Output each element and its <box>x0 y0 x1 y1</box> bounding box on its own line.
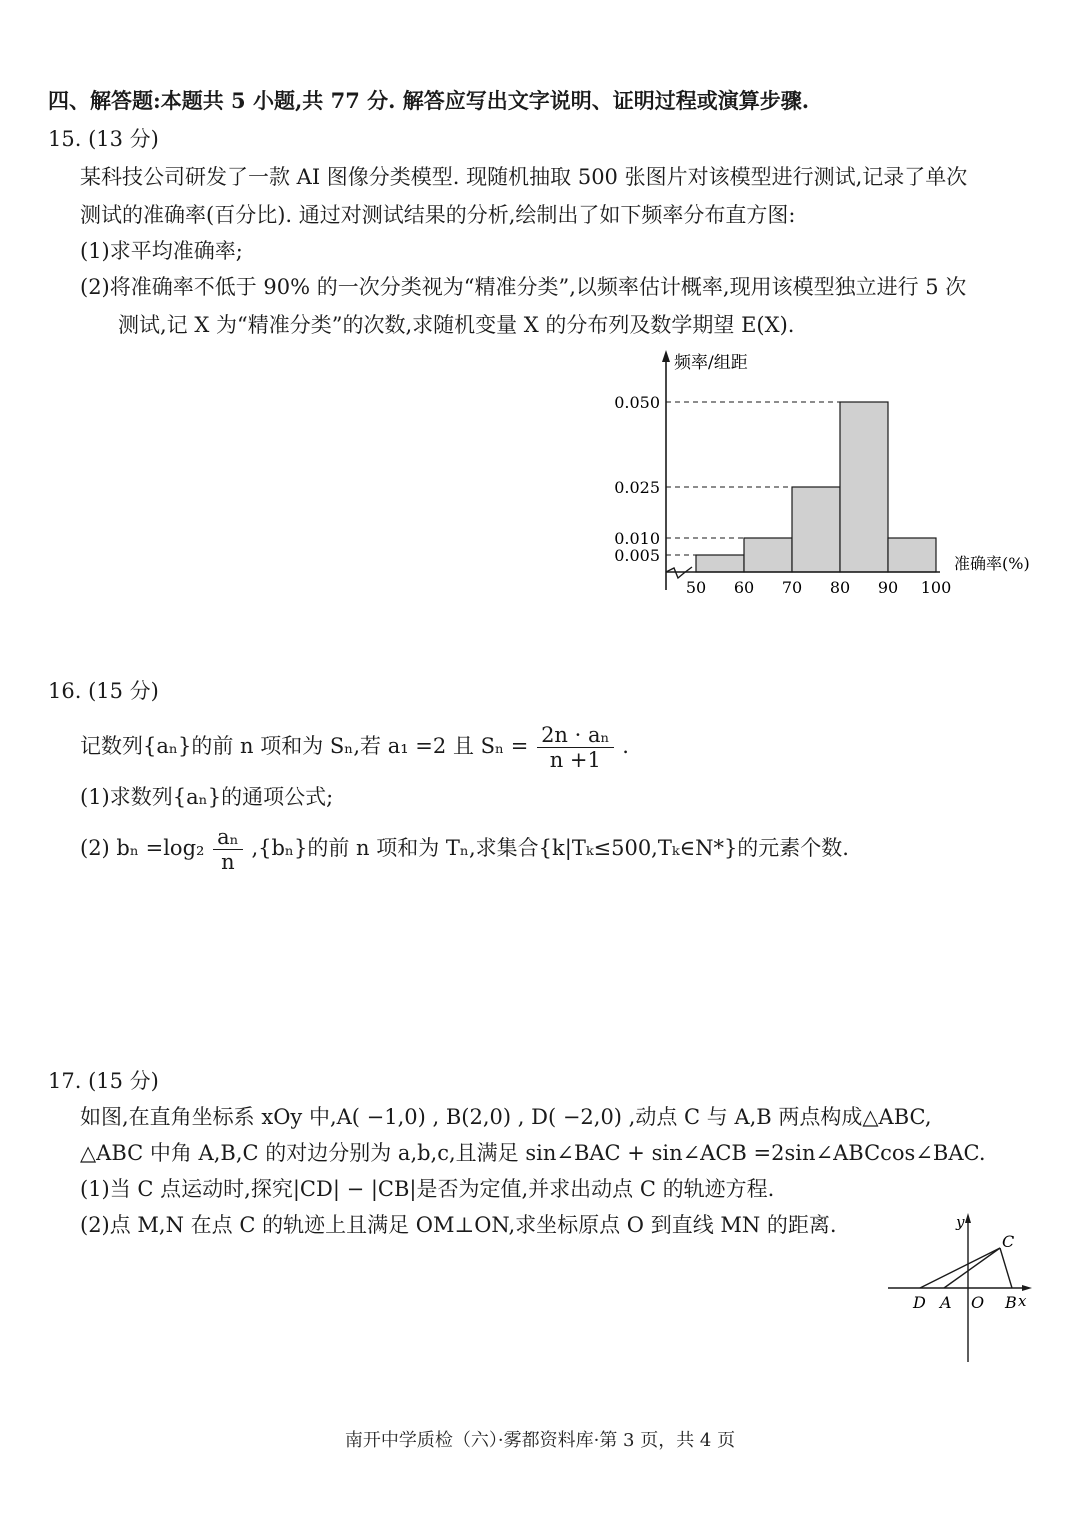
x-tick-label-70: 70 <box>781 578 803 597</box>
x-tick-label-80: 80 <box>829 578 851 597</box>
fig-label-o: O <box>971 1293 985 1312</box>
fig-label-x: x <box>1018 1292 1027 1310</box>
q17-stem-line1: 如图,在直角坐标系 xOy 中,A( −1,0) , B(2,0) , D( −2,0) ,动点 C 与 A,B 两点构成△ABC, <box>80 1105 932 1129</box>
histogram-bar-60-70 <box>744 538 792 572</box>
q16-fraction-denominator: n +1 <box>549 748 601 772</box>
q16-log-fraction-numerator: aₙ <box>213 825 243 850</box>
coordinate-figure <box>880 1205 1050 1370</box>
q16-log-fraction-denominator: n <box>221 850 235 874</box>
fig-x-arrow <box>1022 1285 1032 1291</box>
histogram-bar-50-60 <box>696 555 744 572</box>
histogram <box>600 340 1060 610</box>
q17-stem-line2: △ABC 中角 A,B,C 的对边分别为 a,b,c,且满足 sin∠BAC + sin∠ACB =2sin∠ABCcos∠BAC. <box>80 1141 986 1165</box>
segment-dc <box>920 1248 1000 1288</box>
q16-fraction-numerator: 2n · aₙ <box>537 723 614 748</box>
q17-heading: 17. (15 分) <box>48 1069 159 1093</box>
fig-label-y: y <box>956 1213 965 1231</box>
segment-cb <box>1000 1248 1012 1288</box>
q15-part2-line1: (2)将准确率不低于 90% 的一次分类视为“精准分类”,以频率估计概率,现用该模型独立进行 5 次 <box>80 275 967 299</box>
x-tick-label-100: 100 <box>920 578 952 597</box>
q15-heading: 15. (13 分) <box>48 127 159 151</box>
fig-label-a: A <box>940 1293 952 1312</box>
coordinate-figure-svg <box>880 1205 1050 1370</box>
q16-part2-text: (2) bₙ =log₂ <box>80 836 205 860</box>
x-axis-label: 准确率(%) <box>954 554 1030 573</box>
q16-fraction <box>537 723 614 772</box>
q16-stem <box>80 722 629 772</box>
q16-part2 <box>80 824 849 874</box>
section-title: 四、解答题:本题共 5 小题,共 77 分. 解答应写出文字说明、证明过程或演算步骤. <box>48 88 810 113</box>
histogram-bar-90-100 <box>888 538 936 572</box>
x-tick-label-60: 60 <box>733 578 755 597</box>
q16-part2-text-end: ,{bₙ}的前 n 项和为 Tₙ,求集合{k|Tₖ≤500,Tₖ∈N*}的元素个数. <box>251 836 849 860</box>
q16-stem-end: . <box>622 734 629 758</box>
histogram-bar-80-90 <box>840 402 888 572</box>
q16-heading: 16. (15 分) <box>48 679 159 703</box>
y-tick-label-0.010: 0.010 <box>614 529 660 548</box>
q15-stem-line1: 某科技公司研发了一款 AI 图像分类模型. 现随机抽取 500 张图片对该模型进行测试,记录了单次 <box>80 165 968 189</box>
histogram-svg <box>600 340 1060 610</box>
fig-label-d: D <box>913 1293 926 1312</box>
y-axis-arrow <box>662 350 670 362</box>
segment-ac <box>944 1248 1000 1288</box>
y-tick-label-0.050: 0.050 <box>614 393 660 412</box>
page-footer: 南开中学质检（六）·雾都资料库·第 3 页，共 4 页 <box>344 1430 736 1451</box>
fig-y-arrow <box>965 1213 971 1223</box>
x-tick-label-90: 90 <box>877 578 899 597</box>
y-tick-label-0.025: 0.025 <box>614 478 660 497</box>
y-tick-label-0.005: 0.005 <box>614 546 660 565</box>
q16-part1: (1)求数列{aₙ}的通项公式; <box>80 785 334 809</box>
x-tick-label-50: 50 <box>685 578 707 597</box>
q15-stem-line2: 测试的准确率(百分比). 通过对测试结果的分析,绘制出了如下频率分布直方图: <box>80 203 796 227</box>
q15-part2-line2: 测试,记 X 为“精准分类”的次数,求随机变量 X 的分布列及数学期望 E(X). <box>118 313 795 337</box>
q15-part1: (1)求平均准确率; <box>80 239 243 263</box>
q16-stem-text: 记数列{aₙ}的前 n 项和为 Sₙ,若 a₁ =2 且 Sₙ = <box>80 734 529 758</box>
fig-label-c: C <box>1002 1232 1015 1251</box>
q16-log-fraction <box>213 825 243 874</box>
q17-part2: (2)点 M,N 在点 C 的轨迹上且满足 OM⊥ON,求坐标原点 O 到直线 MN 的距离. <box>80 1213 837 1237</box>
histogram-bar-70-80 <box>792 487 840 572</box>
y-axis-label: 频率/组距 <box>674 353 748 373</box>
q17-part1: (1)当 C 点运动时,探究|CD| − |CB|是否为定值,并求出动点 C 的轨迹方程. <box>80 1177 775 1201</box>
fig-label-b: B <box>1005 1293 1017 1312</box>
